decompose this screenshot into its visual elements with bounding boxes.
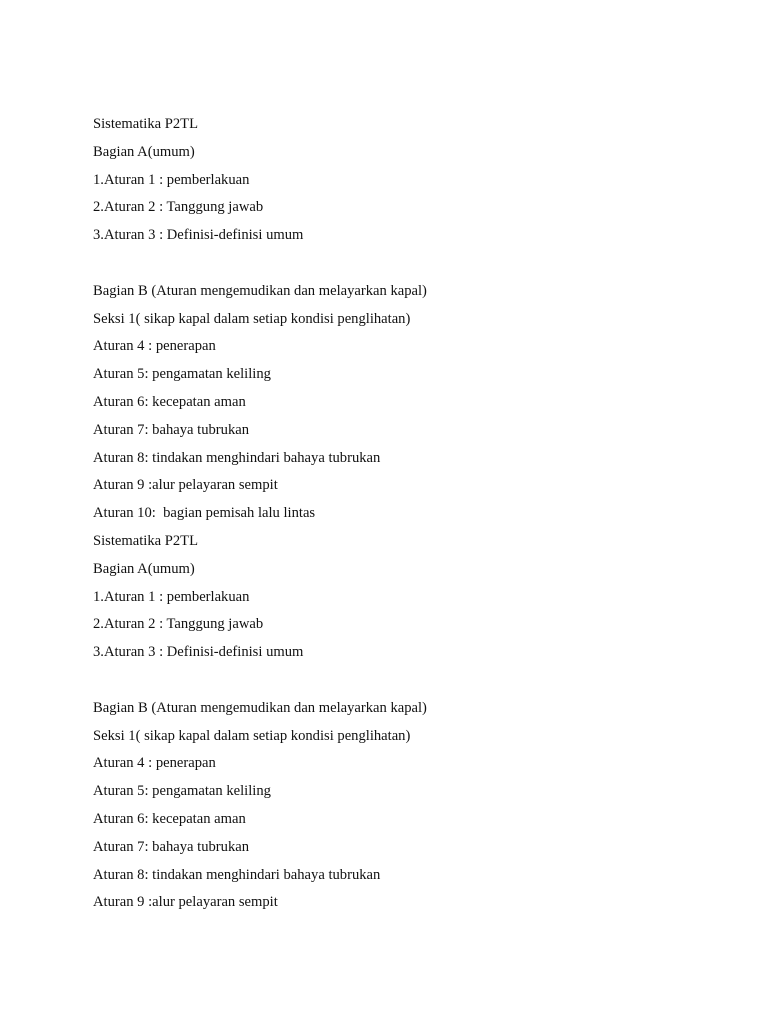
document-body bbox=[93, 111, 733, 917]
text-line: 2.Aturan 2 : Tanggung jawab bbox=[93, 616, 264, 633]
text-line: Bagian A(umum) bbox=[93, 143, 195, 160]
text-line: Sistematika P2TL bbox=[93, 116, 198, 132]
text-line: Aturan 4 : penerapan bbox=[93, 338, 216, 355]
text-line: 3.Aturan 3 : Definisi-definisi umum bbox=[93, 644, 304, 661]
text-line: Aturan 5: pengamatan keliling bbox=[93, 366, 271, 383]
text-line: Aturan 10: bagian pemisah lalu lintas bbox=[93, 505, 316, 522]
text-line: 1.Aturan 1 : pemberlakuan bbox=[93, 588, 250, 605]
text-line: Aturan 8: tindakan menghindari bahaya tubrukan bbox=[93, 449, 381, 466]
text-line: Bagian B (Aturan mengemudikan dan melayarkan kapal) bbox=[93, 699, 427, 716]
text-line: 2.Aturan 2 : Tanggung jawab bbox=[93, 199, 264, 216]
text-line: Bagian B (Aturan mengemudikan dan melayarkan kapal) bbox=[93, 282, 427, 299]
text-line: Seksi 1( sikap kapal dalam setiap kondisi penglihatan) bbox=[93, 310, 411, 327]
text-line: Sistematika P2TL bbox=[93, 532, 198, 549]
text-line: Aturan 6: kecepatan aman bbox=[93, 810, 246, 827]
text-line: Aturan 5: pengamatan keliling bbox=[93, 783, 271, 800]
text-line: Aturan 8: tindakan menghindari bahaya tubrukan bbox=[93, 866, 381, 883]
text-line: 1.Aturan 1 : pemberlakuan bbox=[93, 171, 250, 188]
text-line: Aturan 9 :alur pelayaran sempit bbox=[93, 894, 278, 911]
text-line: Bagian A(umum) bbox=[93, 560, 195, 577]
text-line: Aturan 7: bahaya tubrukan bbox=[93, 838, 250, 855]
text-line: Seksi 1( sikap kapal dalam setiap kondisi penglihatan) bbox=[93, 727, 411, 744]
text-line: Aturan 9 :alur pelayaran sempit bbox=[93, 477, 278, 494]
text-line: 3.Aturan 3 : Definisi-definisi umum bbox=[93, 227, 304, 244]
text-line: Aturan 4 : penerapan bbox=[93, 755, 216, 772]
text-line: Aturan 7: bahaya tubrukan bbox=[93, 421, 250, 438]
text-line: Aturan 6: kecepatan aman bbox=[93, 393, 246, 410]
